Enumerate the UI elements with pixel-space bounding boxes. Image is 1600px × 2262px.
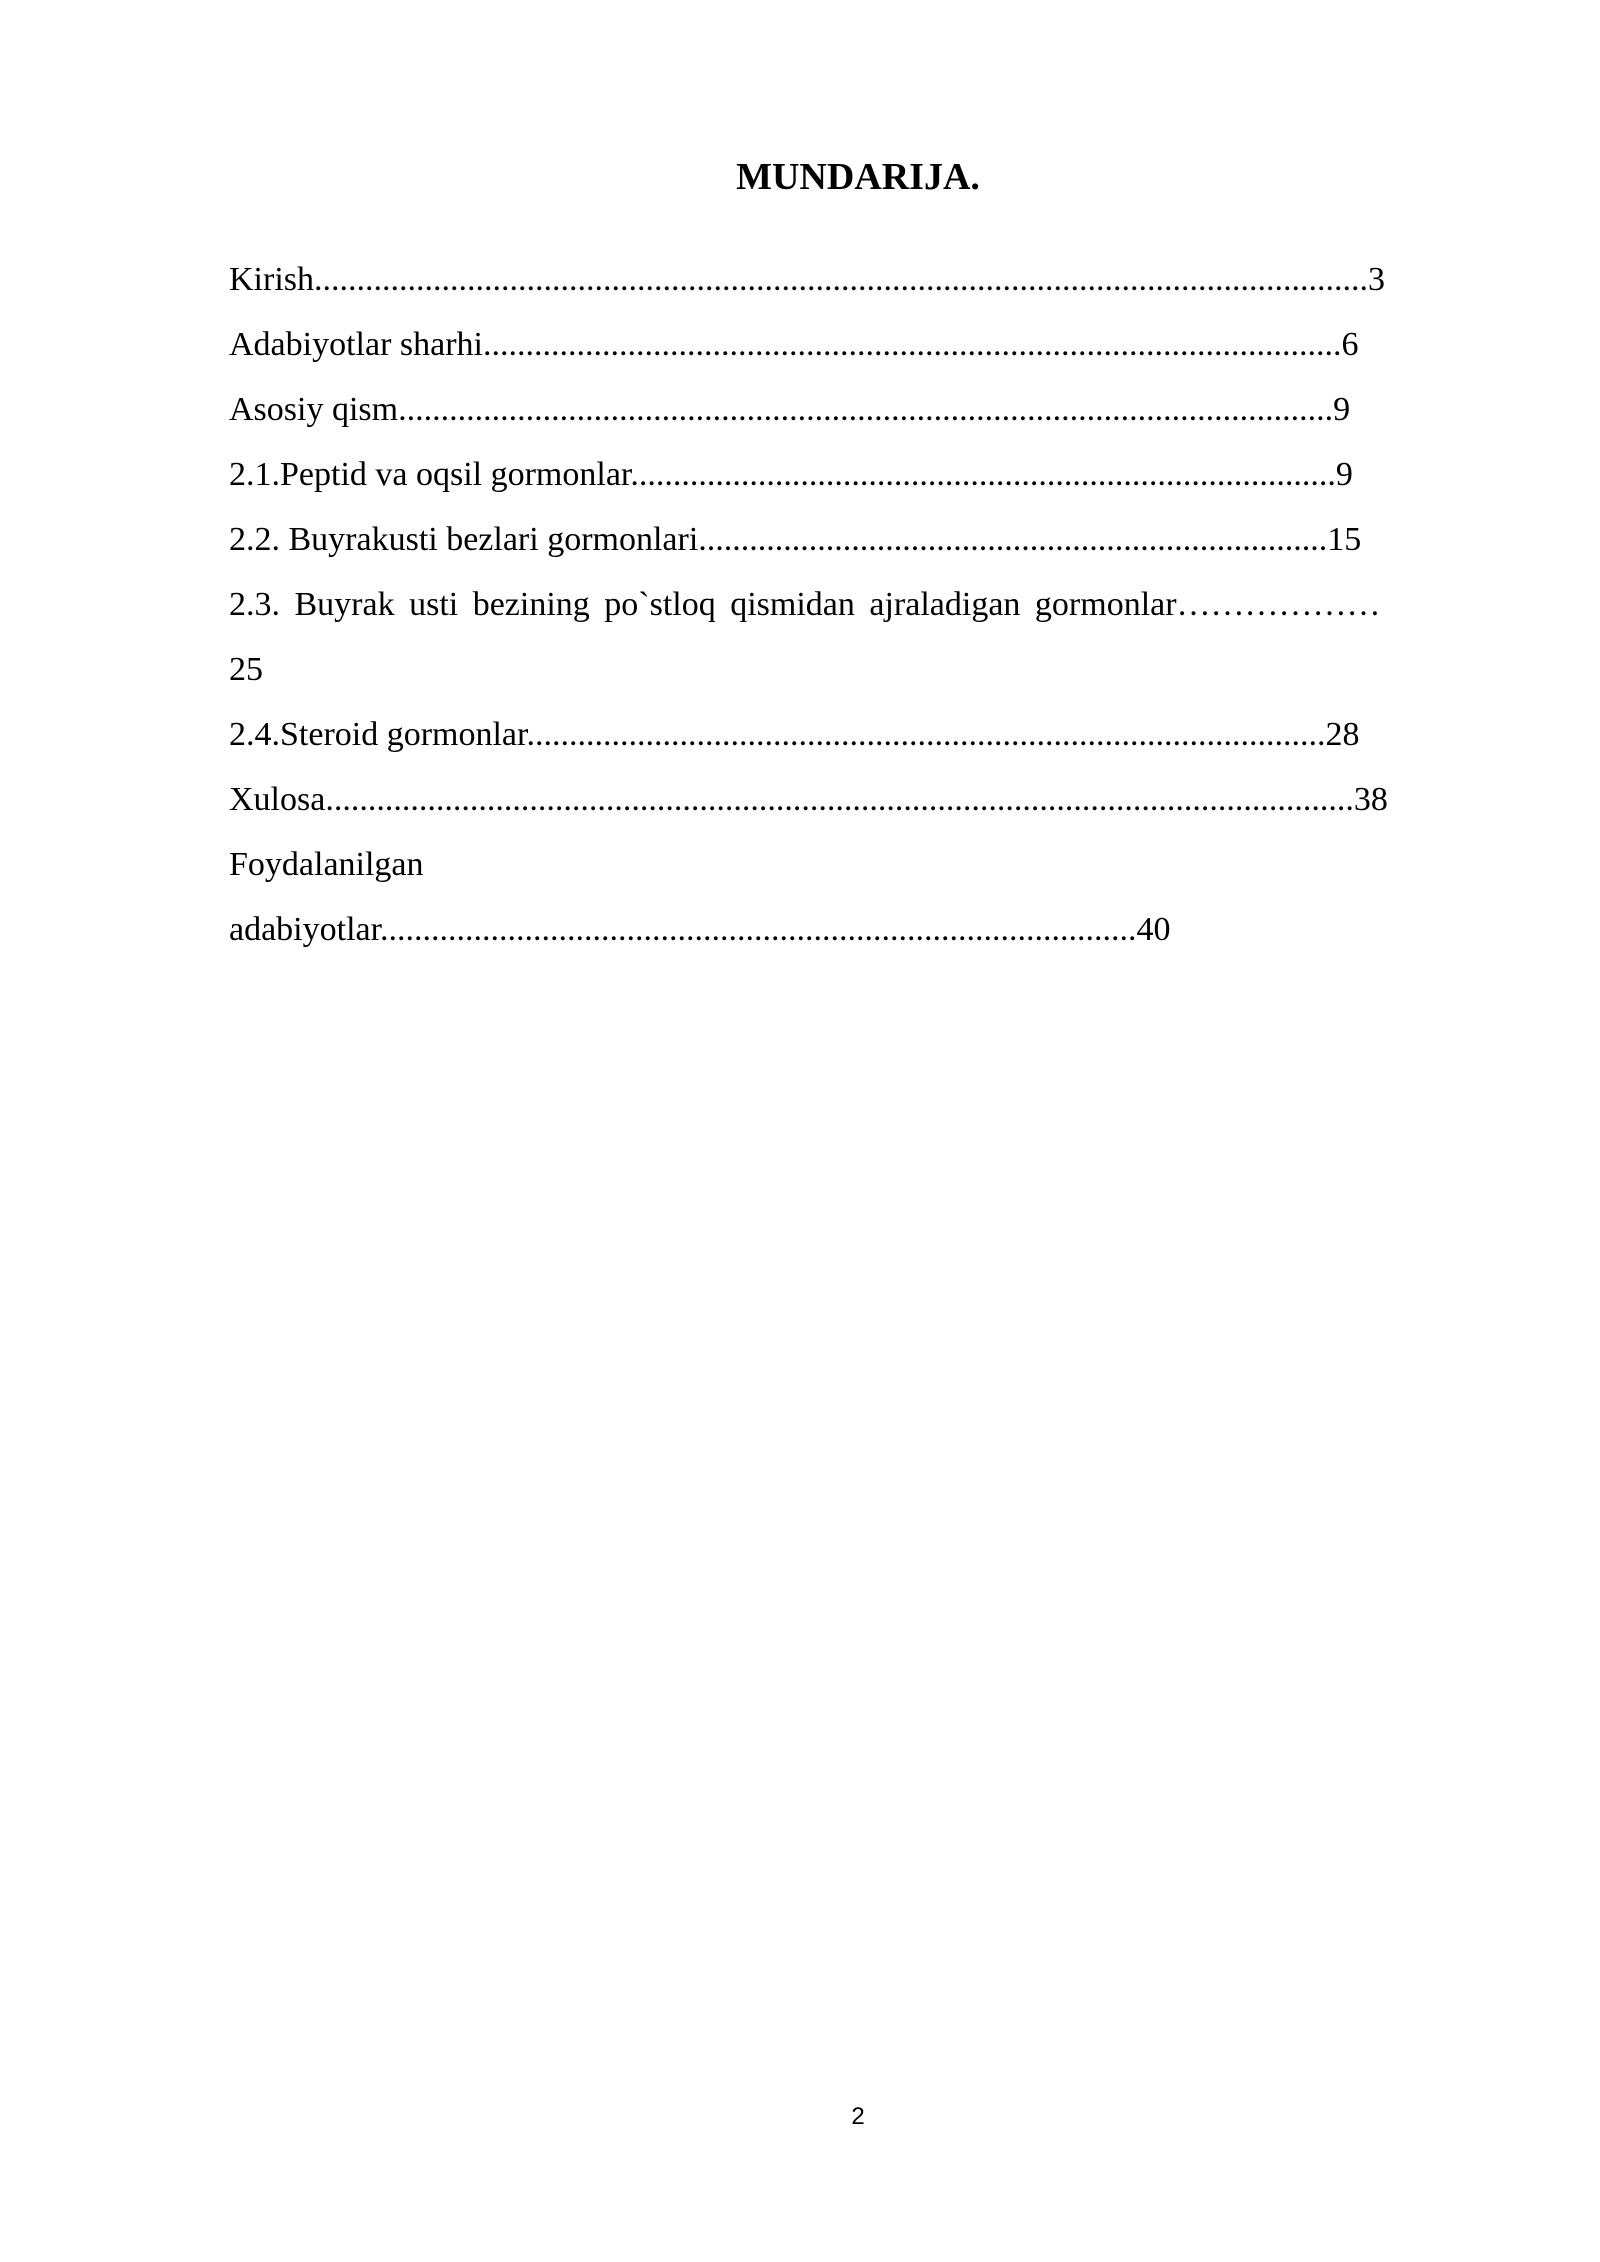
toc-entry-foydalanilgan[interactable]: Foydalanilgan [229,846,424,883]
toc-entry-2-2[interactable]: 2.2. Buyrakusti bezlari gormonlari..........................................................................15 [229,521,1362,558]
toc-entry-adabiyotlar[interactable]: adabiyotlar.........................................................................................40 [229,911,1171,948]
toc-entry-2-4[interactable]: 2.4.Steroid gormonlar..............................................................................................28 [229,716,1360,753]
toc-entry-2-1[interactable]: 2.1.Peptid va oqsil gormonlar...................................................................................9 [229,456,1353,493]
toc-entry-2-3[interactable]: 2.3. Buyrak usti bezining po`stloq qismidan ajraladigan gormonlar……………… [229,586,1381,623]
toc-entry-xulosa[interactable]: Xulosa.........................................................................................................................38 [229,781,1388,818]
toc-entry-kirish[interactable]: Kirish............................................................................................................................3 [229,261,1385,298]
toc-entry-asosiy-qism[interactable]: Asosiy qism..............................................................................................................9 [229,391,1351,428]
page-number: 2 [851,2103,865,2130]
toc-entry-2-3-page: 25 [229,651,263,688]
toc-entry-adabiyotlar-sharhi[interactable]: Adabiyotlar sharhi.....................................................................................................6 [229,326,1359,363]
page-title: MUNDARIJA. [736,156,980,198]
table-of-contents [229,247,1484,962]
